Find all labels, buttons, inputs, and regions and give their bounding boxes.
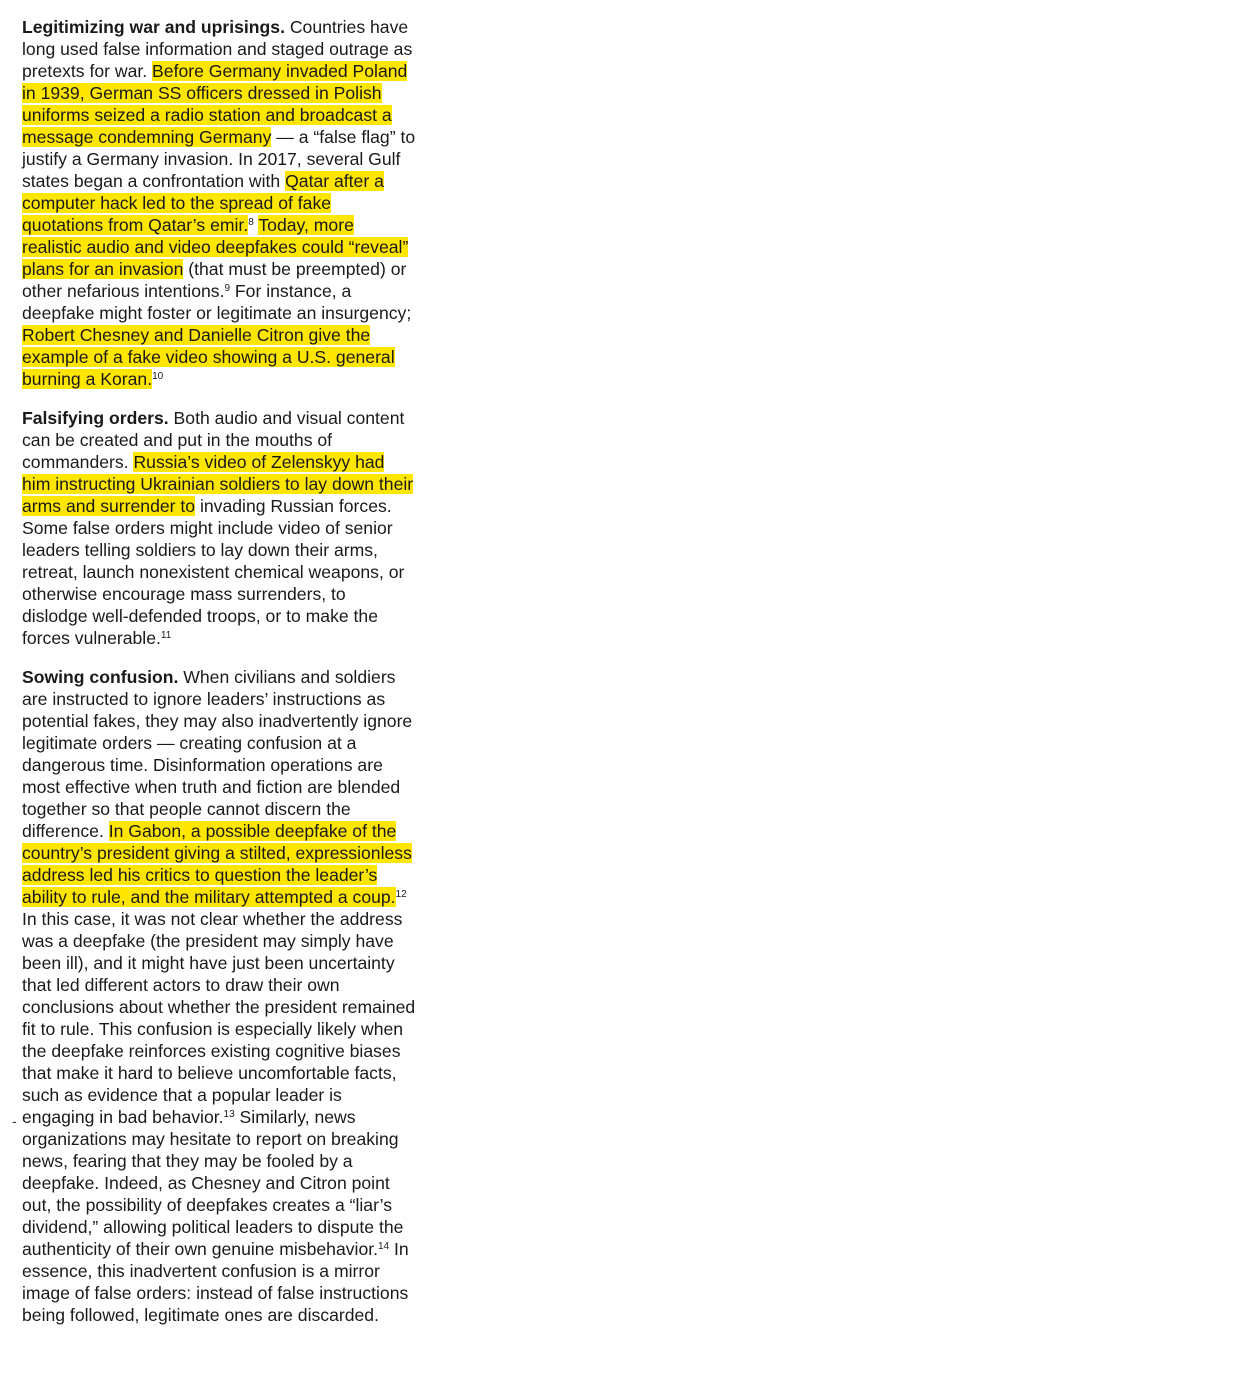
footnote-ref: 11 (160, 630, 172, 641)
highlighted-text: Qatar after a computer hack led to the spread of fake quotations from Qatar’s emir. (22, 171, 384, 235)
footnote-ref: 10 (152, 371, 164, 382)
paragraph-heading: Falsifying orders. (22, 408, 169, 428)
footnote-ref: 8 (248, 217, 254, 228)
highlighted-text: In Gabon, a possible deepfake of the country’s president giving a stilted, expressionless address led his critics to question the leader’s ability to rule, and the military attempted a coup. (22, 821, 412, 907)
highlighted-text: Before Germany invaded Poland in 1939, German SS officers dressed in Polish uniforms seized a radio station and broadcast a message condemning Germany (22, 61, 408, 147)
paragraph (22, 16, 416, 390)
paragraph (22, 666, 416, 1326)
highlighted-text: Robert Chesney and Danielle Citron give the example of a fake video showing a U.S. general burning a Koran. (22, 325, 395, 389)
text-run: When civilians and soldiers are instructed to ignore leaders’ instructions as potential fakes, they may also inadvertently ignore legitimate orders — creating confusion at a dangerous time. Disinformation operations are most effective when truth and fiction are blended together so that people cannot discern the difference. (22, 667, 413, 841)
paragraph (22, 407, 416, 649)
text-column-1 (22, 16, 416, 1343)
paragraph-heading: Sowing confusion. (22, 667, 179, 687)
text-run: In essence, this inadvertent confusion is a mirror image of false orders: instead of false instructions being followed, legitimate ones are discarded. (22, 1239, 409, 1325)
highlighted-text: Russia’s video of Zelenskyy had him instructing Ukrainian soldiers to lay down their arms and surrender to (22, 452, 414, 516)
text-run: (that must be preempted) or other nefarious intentions. (22, 259, 407, 301)
text-run: invading Russian forces. Some false orders might include video of senior leaders telling soldiers to lay down their arms, retreat, launch nonexistent chemical weapons, or otherwise encourage mass surrenders, to dislodge well-defended troops, or to make the forces vulnerable. (22, 496, 405, 648)
text-run: Both audio and visual content can be created and put in the mouths of commanders. (22, 408, 405, 472)
text-run: Similarly, news organizations may hesitate to report on breaking news, fearing that they may be fooled by a deepfake. Indeed, as Chesney and Citron point out, the possibility of deepfakes creates a “liar’s dividend,” allowing political leaders to dispute the authenticity of their own genuine misbehavior. (22, 1107, 404, 1259)
text-run: In this case, it was not clear whether the address was a deepfake (the president may simply have been ill), and it might have just been uncertainty that led different actors to draw their own conclusions about whether the president remained fit to rule. This confusion is especially likely when the deepfake reinforces existing cognitive biases that make it hard to believe uncomfortable facts, such as evidence that a popular leader is engaging in bad behavior. (22, 909, 416, 1127)
footnote-ref: 13 (223, 1109, 235, 1120)
footnote-ref: 12 (395, 889, 407, 900)
text-run: Countries have long used false information and staged outrage as pretexts for war. (22, 17, 413, 81)
highlighted-text: Today, more realistic audio and video deepfakes could “reveal” plans for an invasion (22, 215, 409, 279)
footnote-ref: 9 (224, 283, 231, 294)
text-run: For instance, a deepfake might foster or legitimate an insurgency; (22, 281, 412, 323)
footnote-ref: 14 (378, 1241, 390, 1252)
text-run: — a “false flag” to justify a Germany invasion. In 2017, several Gulf states began a confrontation with (22, 127, 416, 191)
paragraph-heading: Legitimizing war and uprisings. (22, 17, 285, 37)
margin-mark: - (12, 1113, 17, 1129)
